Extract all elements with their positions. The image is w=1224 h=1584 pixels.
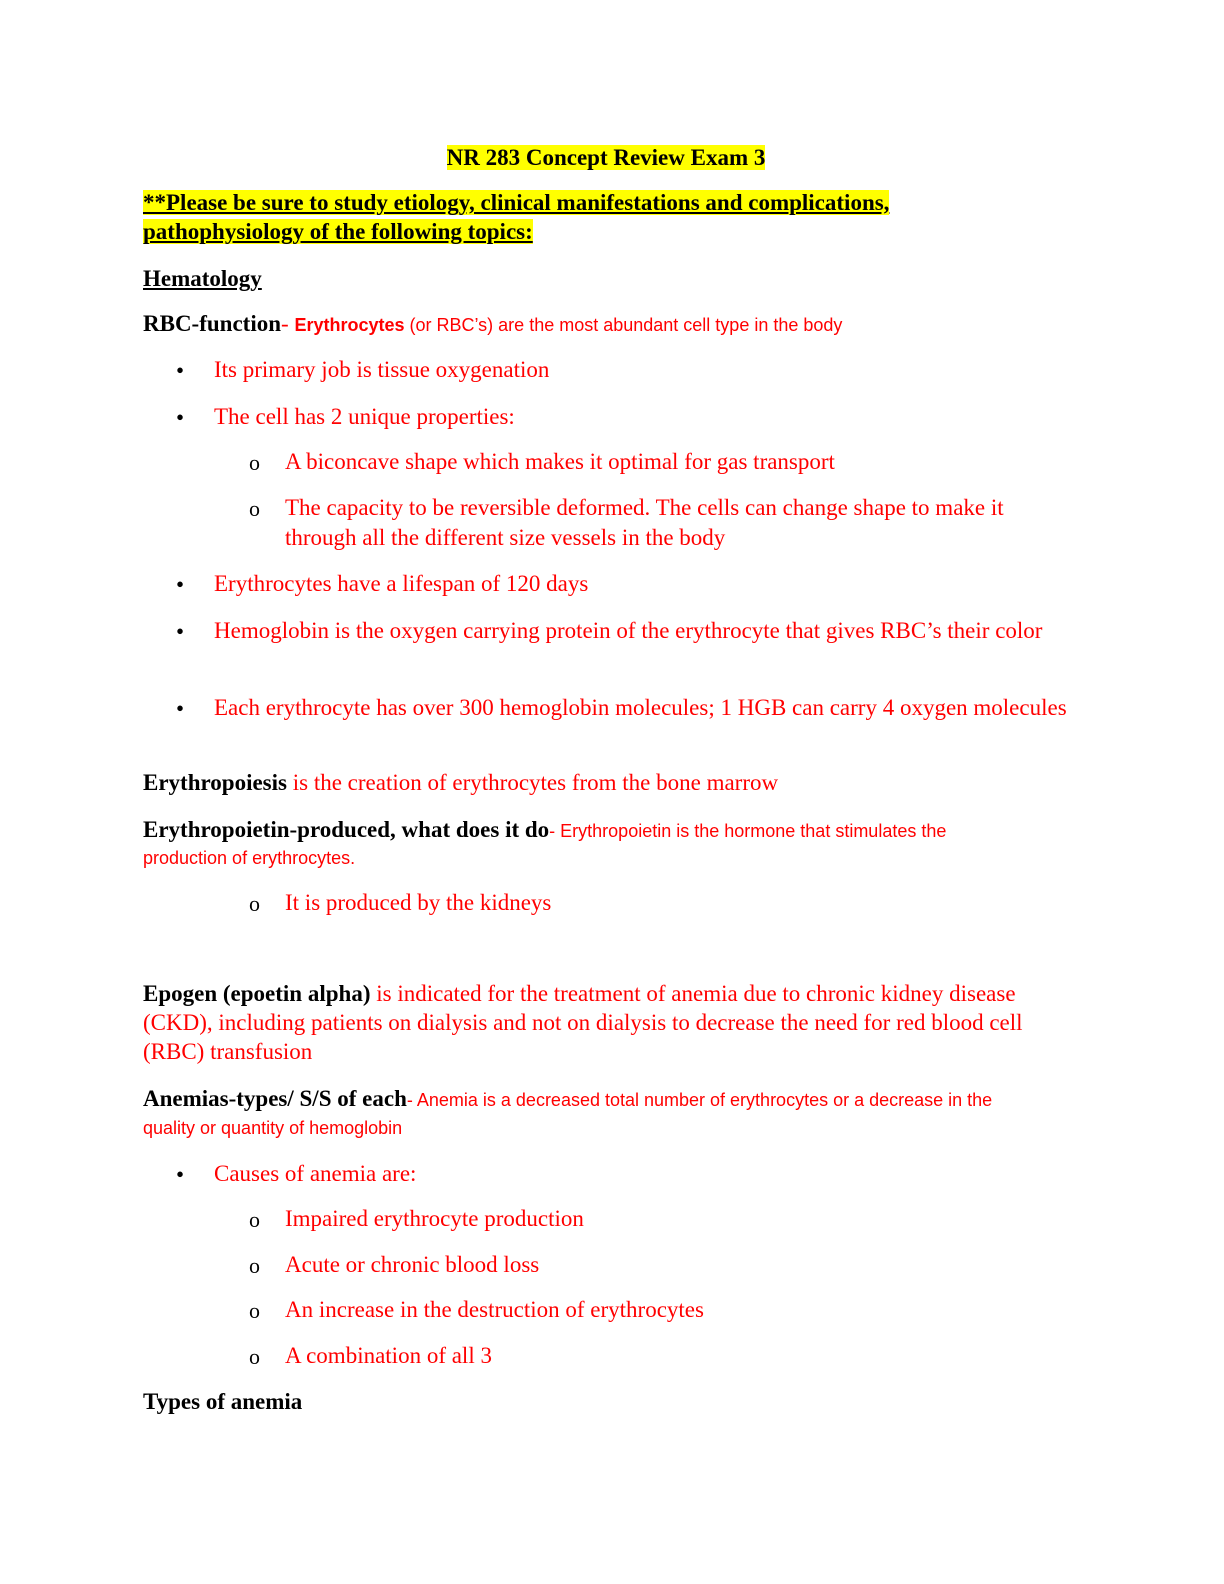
rbc-term: Erythrocytes: [294, 315, 405, 335]
sub-list-item: A combination of all 3: [285, 1343, 492, 1368]
sub-bullet-marker: o: [249, 496, 260, 521]
sub-list-item: Acute or chronic blood loss: [285, 1252, 540, 1277]
sub-list-item: The capacity to be reversible deformed. The cells can change shape to make it through all the different size vessels in the body: [285, 495, 1004, 550]
erythropoietin-description-line-2: production of erythrocytes.: [143, 848, 356, 868]
list-item: Hemoglobin is the oxygen carrying protein of the erythrocyte that gives RBC’s their color: [214, 618, 1043, 643]
list-item: Causes of anemia are:: [214, 1161, 417, 1186]
erythropoietin-label: Erythropoietin-produced, what does it do: [143, 817, 550, 842]
bullet-marker: •: [176, 572, 185, 597]
bullet-marker: •: [176, 405, 185, 430]
erythropoietin-paragraph: [143, 815, 946, 846]
erythropoiesis-term: Erythropoiesis: [143, 770, 287, 795]
bullet-marker: •: [176, 696, 185, 721]
types-of-anemia-heading: Types of anemia: [143, 1389, 303, 1414]
anemias-description: - Anemia is a decreased total number of erythrocytes or a decrease in the: [406, 1090, 993, 1110]
bullet-marker: •: [176, 619, 185, 644]
sub-bullet-marker: o: [249, 1253, 260, 1278]
anemias-description-line-2: quality or quantity of hemoglobin: [143, 1118, 403, 1138]
title-text: NR 283 Concept Review Exam 3: [446, 145, 766, 170]
sub-list-item: Impaired erythrocyte production: [285, 1206, 584, 1231]
instruction-line-2: pathophysiology of the following topics:: [143, 219, 533, 244]
bullet-marker: •: [176, 1162, 185, 1187]
epogen-paragraph: [143, 979, 1073, 1066]
sub-list-item: A biconcave shape which makes it optimal for gas transport: [285, 449, 835, 474]
rbc-description: (or RBC’s) are the most abundant cell type in the body: [404, 315, 843, 335]
epogen-term: Epogen (epoetin alpha): [143, 981, 371, 1006]
list-item: The cell has 2 unique properties:: [214, 404, 515, 429]
sub-bullet-marker: o: [249, 1207, 260, 1232]
sub-list-item: An increase in the destruction of erythrocytes: [285, 1297, 704, 1322]
list-item: Each erythrocyte has over 300 hemoglobin molecules; 1 HGB can carry 4 oxygen molecules: [214, 695, 1067, 720]
erythropoiesis-paragraph: [143, 768, 778, 797]
erythropoiesis-description: is the creation of erythrocytes from the bone marrow: [286, 770, 779, 795]
anemias-paragraph: [143, 1084, 992, 1115]
bullet-marker: •: [176, 358, 185, 383]
rbc-function-paragraph: [143, 309, 842, 340]
epogen-description: is indicated for the treatment of anemia due to chronic kidney disease (CKD), including patients on dialysis and not on dialysis to decrease the need for red blood cell (RBC) transfusion: [143, 981, 1023, 1064]
anemias-label: Anemias-types/ S/S of each: [143, 1086, 407, 1111]
sub-bullet-marker: o: [249, 450, 260, 475]
section-heading-hematology: Hematology: [143, 266, 262, 291]
list-item: Its primary job is tissue oxygenation: [214, 357, 550, 382]
rbc-function-label: RBC-function: [143, 311, 282, 336]
rbc-dash: -: [281, 311, 295, 336]
sub-bullet-marker: o: [249, 1344, 260, 1369]
list-item: Erythrocytes have a lifespan of 120 days: [214, 571, 589, 596]
sub-bullet-marker: o: [249, 1298, 260, 1323]
instruction-line-1: **Please be sure to study etiology, clinical manifestations and complications,: [143, 190, 890, 215]
document-title: [0, 143, 1212, 172]
sub-bullet-marker: o: [249, 891, 260, 916]
sub-list-item: It is produced by the kidneys: [285, 890, 552, 915]
erythropoietin-description: - Erythropoietin is the hormone that stimulates the: [549, 821, 947, 841]
